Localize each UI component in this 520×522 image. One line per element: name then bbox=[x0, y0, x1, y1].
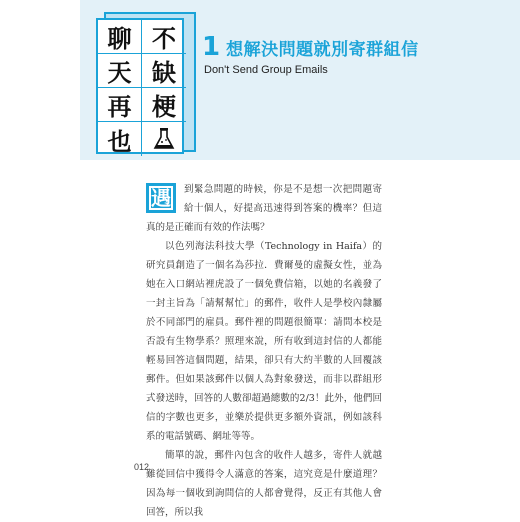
chapter-subtitle: Don't Send Group Emails bbox=[204, 64, 328, 76]
chapter-number: 1 bbox=[202, 32, 221, 62]
drop-cap: 遇 bbox=[146, 183, 176, 213]
page-number: 012 bbox=[134, 462, 150, 472]
paragraph: 簡單的說，郵件內包含的收件人越多，寄件人就越難從回信中獲得令人滿意的答案，這究竟是什麼道理？因為每一個收到詢問信的人都會覺得，反正有其他人會回答，所以我 bbox=[146, 450, 382, 518]
grid-char: 缺 bbox=[142, 54, 186, 88]
grid-char: 梗 bbox=[142, 88, 186, 122]
paragraph: 以色列海法科技大學（Technology in Haifa）的研究員創造了一個名為莎拉．費爾曼的虛擬女性，並為她在入口網站裡虎設了一個免費信箱，以她的名義發了一封主旨為「請幫幫忙」的郵件，收件人是學校內隸屬於不同部門的雇員。郵件裡的問題很簡單：請問本校是否設有生物學系？照理來說，所有收到這封信的人都能輕易回答這個問題，結果，卻只有大約半數的人回覆該郵件。但如果該郵件以個人為對象發送，而非以群組形式發送時，回答的人數卻超過總數的2/3！此外，他們回信的字數也更多，並樂於提供更多額外資訊，例如該科系的電話號碼、網址等等。 bbox=[146, 241, 382, 442]
grid-char: 聊 bbox=[98, 20, 142, 54]
grid-char: 天 bbox=[98, 54, 142, 88]
grid-char: 也 bbox=[98, 122, 142, 156]
chapter-title: 想解決問題就別寄群組信 bbox=[226, 40, 419, 60]
grid-char: 不 bbox=[142, 20, 186, 54]
paragraph-text: 到緊急問題的時候，你是不是想一次把問題寄給十個人，好提高迅速得到答案的機率？但這真的是正確而有效的作法嗎？ bbox=[146, 184, 382, 233]
grid-cells bbox=[96, 18, 184, 154]
flask-icon bbox=[142, 122, 186, 156]
title-grid bbox=[96, 18, 192, 154]
body-text bbox=[146, 180, 382, 522]
grid-char: 再 bbox=[98, 88, 142, 122]
chapter-heading bbox=[202, 32, 419, 62]
paragraph bbox=[146, 180, 382, 237]
